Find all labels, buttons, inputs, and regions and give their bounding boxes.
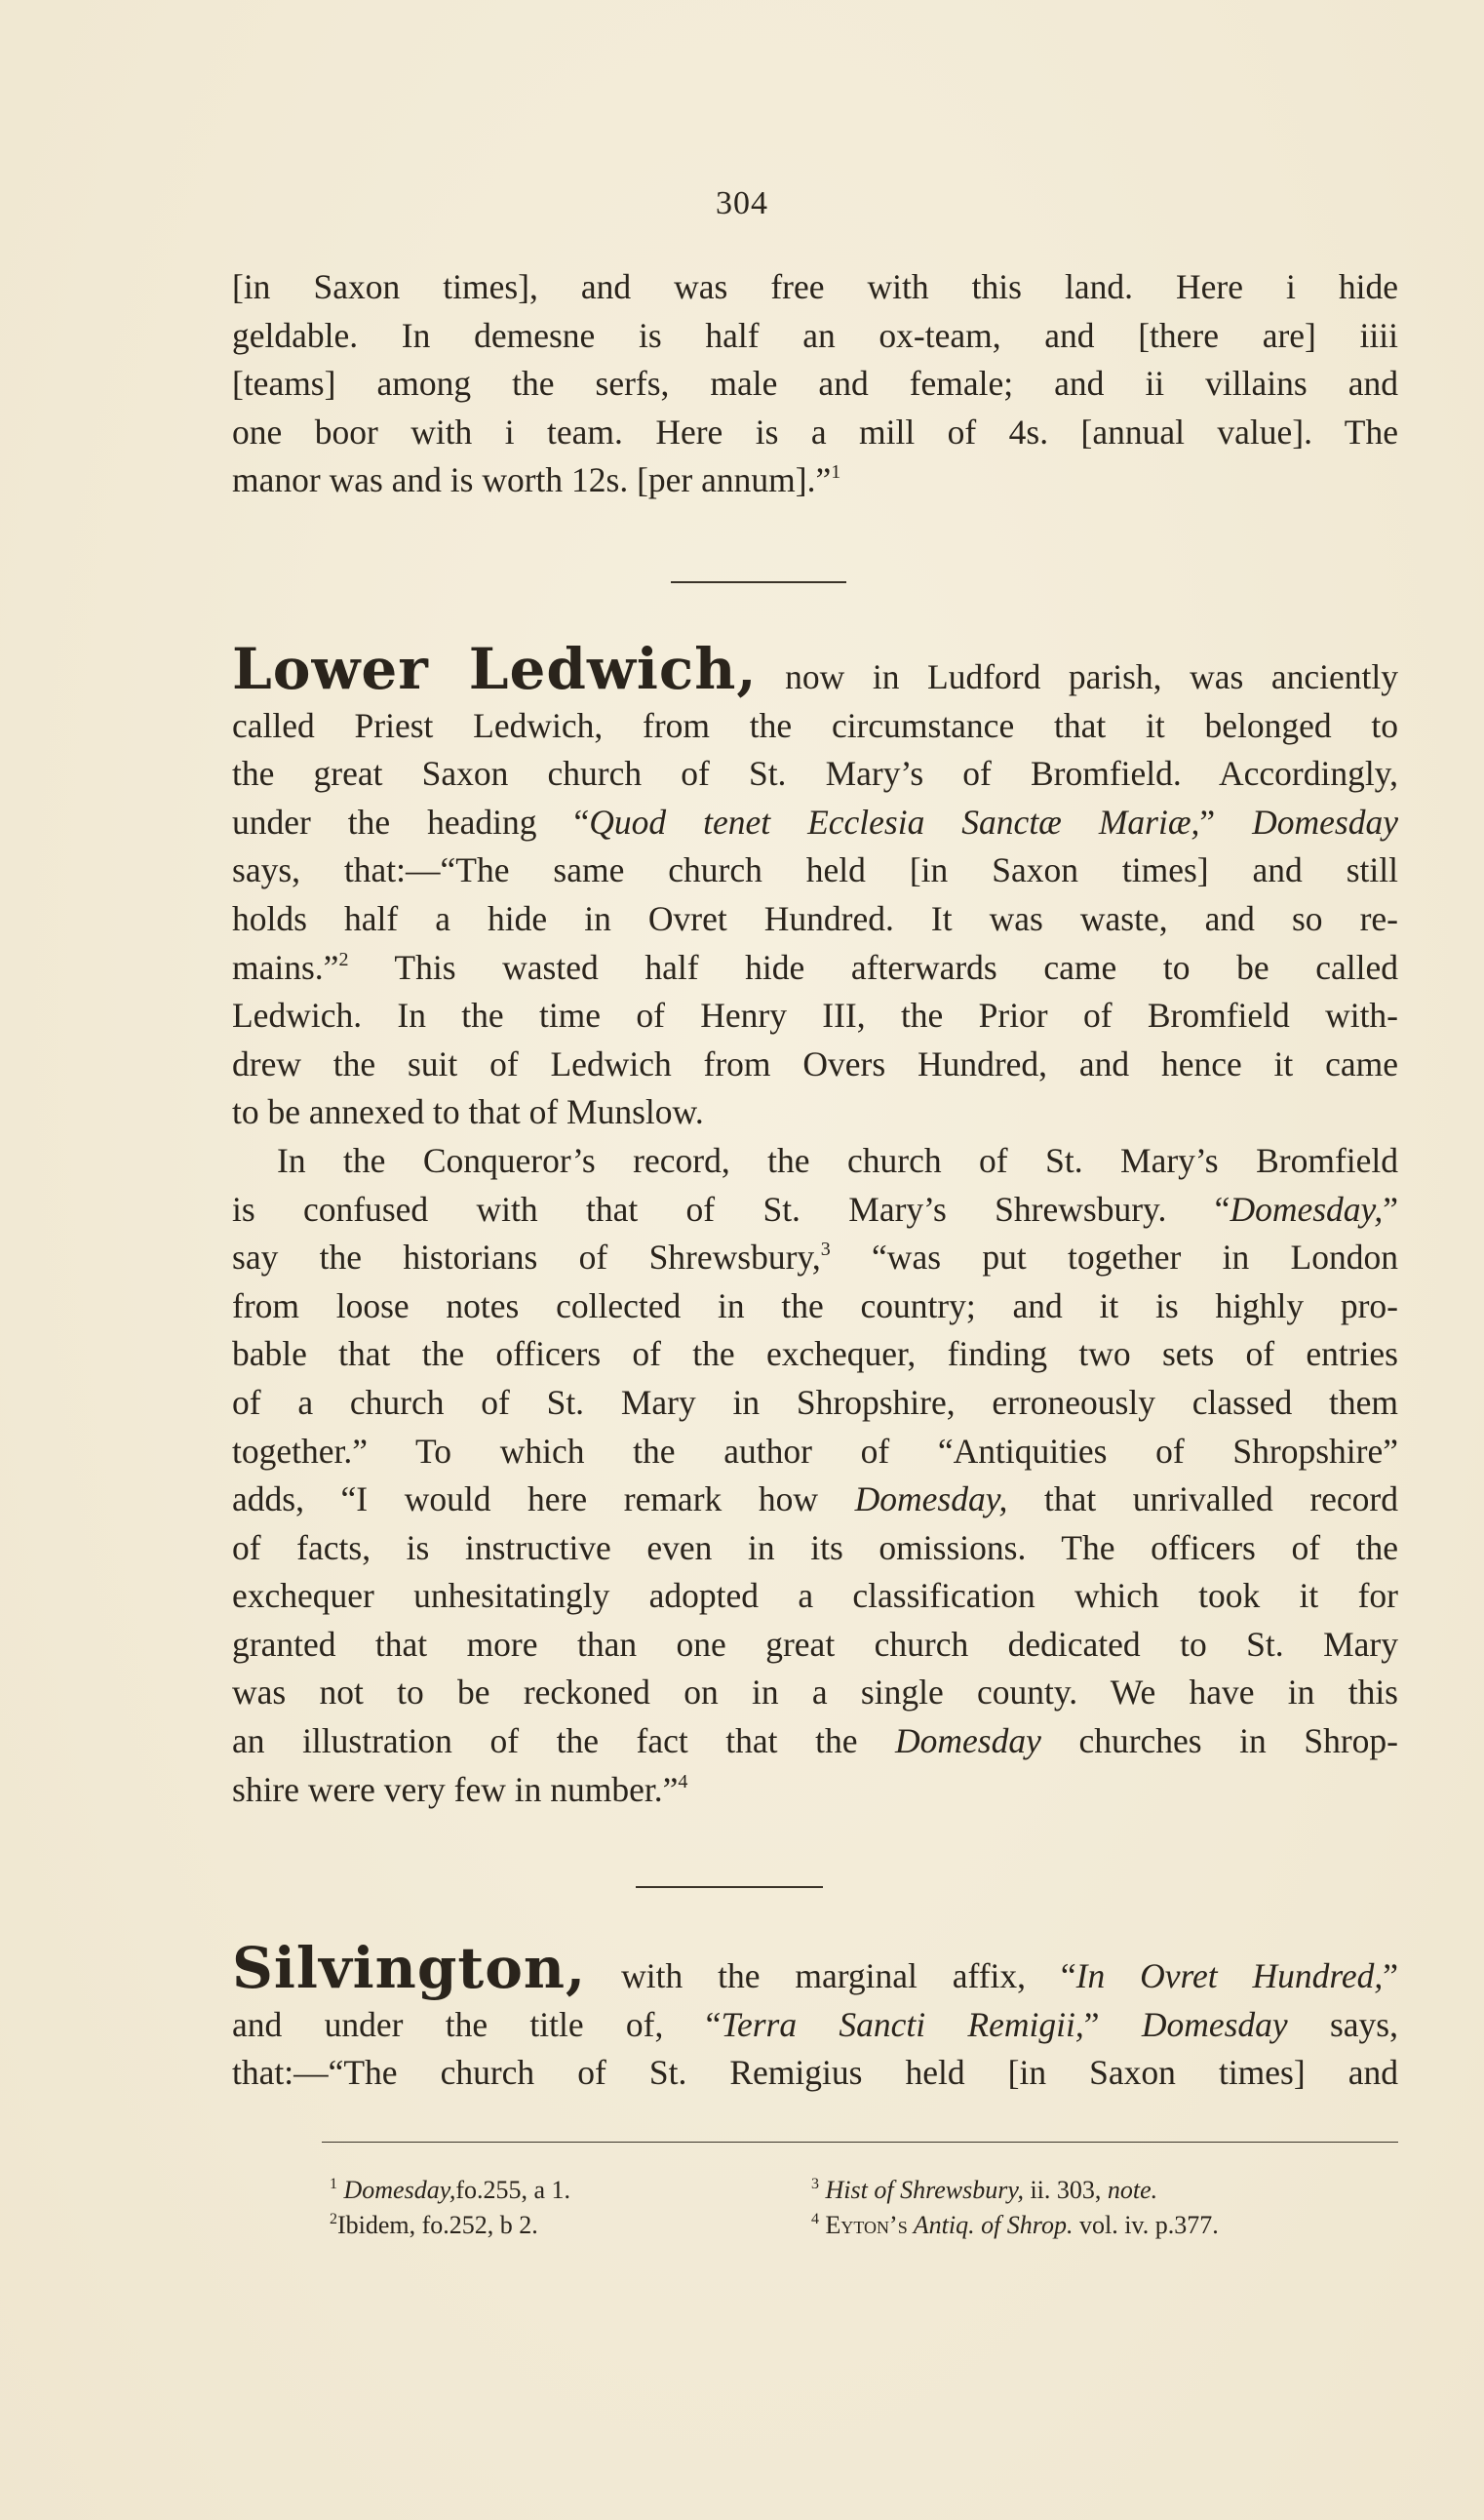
section-lower-ledwich bbox=[232, 636, 1398, 1814]
text-line: holds half a hide in Ovret Hundred. It was waste, and so re- bbox=[232, 898, 1398, 938]
text-line: Ledwich. In the time of Henry III, the Prior of Bromfield with- bbox=[232, 996, 1398, 1036]
text-line: together.” To which the author of “Antiquities of Shropshire” bbox=[232, 1431, 1398, 1471]
text-line: granted that more than one great church dedicated to St. Mary bbox=[232, 1624, 1398, 1664]
footnote: $^3$ Hist of Shrewsbury, ii. 303, note. bbox=[811, 2176, 1158, 2204]
text-line: says, that:—“The same church held [in Saxon times] and still bbox=[232, 850, 1398, 890]
text-line: the great Saxon church of St. Mary’s of Bromfield. Accordingly, bbox=[232, 754, 1398, 794]
text-line: an illustration of the fact that the Domesday churches in Shrop- bbox=[232, 1721, 1398, 1761]
text-line: manor was and is worth 12s. [per annum].”$^1$ bbox=[232, 460, 841, 500]
text-line: of facts, is instructive even in its omissions. The officers of the bbox=[232, 1527, 1398, 1567]
text-line: [teams] among the serfs, male and female; and ii villains and bbox=[232, 364, 1398, 404]
footnote-divider bbox=[322, 2142, 1398, 2143]
section-divider bbox=[671, 581, 846, 583]
text-line: Lower Ledwich, now in Ludford parish, was anciently bbox=[232, 636, 1398, 702]
text-line: called Priest Ledwich, from the circumstance that it belonged to bbox=[232, 705, 1398, 745]
text-line: bable that the officers of the exchequer, finding two sets of entries bbox=[232, 1334, 1398, 1374]
text-line: exchequer unhesitatingly adopted a classification which took it for bbox=[232, 1576, 1398, 1616]
text-line: that:—“The church of St. Remigius held [in Saxon times] and bbox=[232, 2053, 1398, 2093]
paragraph-continuation bbox=[232, 263, 1398, 505]
text-line: say the historians of Shrewsbury,$^3$ “was put together in London bbox=[232, 1238, 1398, 1278]
text-line: and under the title of, “Terra Sancti Remigii,” Domesday says, bbox=[232, 2004, 1398, 2044]
section-divider bbox=[636, 1886, 823, 1888]
footnote-ref: 4 bbox=[678, 1770, 688, 1792]
text-line: geldable. In demesne is half an ox-team, and [there are] iiii bbox=[232, 315, 1398, 355]
text-line: to be annexed to that of Munslow. bbox=[232, 1092, 704, 1132]
page-number: 304 bbox=[716, 185, 768, 221]
text-line: drew the suit of Ledwich from Overs Hundred, and hence it came bbox=[232, 1043, 1398, 1083]
text-line: adds, “I would here remark how Domesday, that unrivalled record bbox=[232, 1479, 1398, 1519]
footnote: $^4$ Eyton’s Antiq. of Shrop. vol. iv. p.377. bbox=[811, 2211, 1219, 2239]
text-line: is confused with that of St. Mary’s Shrewsbury. “Domesday,” bbox=[232, 1189, 1398, 1229]
text-line: mains.”$^2$ This wasted half hide afterwards came to be called bbox=[232, 947, 1398, 987]
text-line: of a church of St. Mary in Shropshire, erroneously classed them bbox=[232, 1382, 1398, 1422]
text-line: Silvington, with the marginal affix, “In Ovret Hundred,” bbox=[232, 1935, 1398, 2001]
footnote: $^1$ Domesday,fo.255, a 1. bbox=[330, 2176, 571, 2204]
text-line: was not to be reckoned on in a single county. We have in this bbox=[232, 1673, 1398, 1713]
section-heading: Lower Ledwich, bbox=[232, 636, 758, 702]
footnote: $^2$Ibidem, fo.252, b 2. bbox=[330, 2211, 538, 2239]
section-silvington bbox=[232, 1935, 1398, 2098]
text-line: from loose notes collected in the country; and it is highly pro- bbox=[232, 1285, 1398, 1325]
text-line: [in Saxon times], and was free with this land. Here i hide bbox=[232, 267, 1398, 306]
section-heading: Silvington, bbox=[232, 1935, 587, 2001]
text-line: shire were very few in number.”$^4$ bbox=[232, 1769, 688, 1809]
footnote-ref: 2 bbox=[338, 948, 349, 970]
text-line: under the heading “Quod tenet Ecclesia Sanctæ Mariæ,” Domesday bbox=[232, 802, 1398, 842]
text-line: In the Conqueror’s record, the church of St. Mary’s Bromfield bbox=[277, 1140, 1398, 1180]
text-line: one boor with i team. Here is a mill of 4s. [annual value]. The bbox=[232, 412, 1398, 452]
footnote-ref: 3 bbox=[820, 1239, 831, 1261]
footnote-ref: 1 bbox=[831, 461, 841, 484]
